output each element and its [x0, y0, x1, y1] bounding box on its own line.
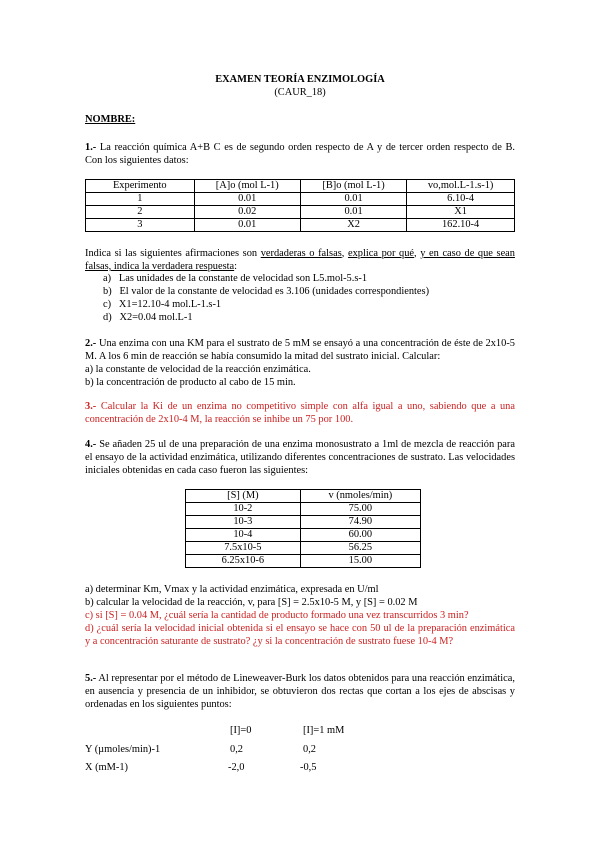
instruction-separator: , — [341, 248, 348, 259]
q1-statement — [85, 141, 515, 167]
table-header: Experimento — [86, 180, 195, 193]
table-cell: 162.10-4 — [407, 219, 515, 232]
table-header: v (nmoles/min) — [300, 490, 420, 503]
q5-row-y-value-2: 0,2 — [303, 744, 316, 755]
q5-row-y-label: Y (µmoles/min)-1 — [85, 744, 161, 755]
q2-part-b: b) la concentración de producto al cabo de 15 min. — [85, 377, 296, 388]
item-letter: b) — [103, 286, 112, 297]
q2-part-a: a) la constante de velocidad de la reacción enzimática. — [85, 364, 311, 375]
item-text: X1=12.10-4 mol.L-1.s-1 — [118, 299, 222, 310]
item-text: Las unidades de la constante de velocidad son L5.mol-5.s-1 — [118, 273, 368, 284]
table-cell: 0.02 — [194, 206, 300, 219]
q5-col-inhibitor: [I]=1 mM — [303, 725, 345, 736]
table-header-row — [186, 490, 421, 503]
table-cell: 10-3 — [186, 516, 301, 529]
q4-text: Se añaden 25 ul de una preparación de una enzima monosustrato a 1ml de mezcla de reacción para el ensayo de la actividad enzimática, utilizando diferentes concentraciones de sustrato. Las velocidades iniciales obtenidas en cada caso fueron las siguientes: — [85, 439, 515, 476]
item-text: X2=0.04 mol.L-1 — [119, 312, 193, 323]
q3-statement — [85, 400, 515, 426]
table-cell: 15.00 — [300, 555, 420, 568]
table-cell: 10-4 — [186, 529, 301, 542]
q5-row-x-value-2: -0,5 — [300, 762, 317, 773]
table-row — [186, 529, 421, 542]
q4-part-d: d) ¿cuál sería la velocidad inicial obtenida si el ensayo se hace con 50 ul de la preparación enzimática y a concentración saturante de sustrato? ¿y si la concentración de sustrato fuese 10-4 M? — [85, 623, 515, 647]
q1-text: La reacción química A+B C es de segundo orden respecto de A y de tercer orden respecto de B. Con los siguientes datos: — [85, 142, 515, 166]
q1-number: 1.- — [85, 142, 97, 153]
instruction-separator: , — [414, 248, 421, 259]
table-cell: 10-2 — [186, 503, 301, 516]
table-cell: 75.00 — [300, 503, 420, 516]
table-cell: X1 — [407, 206, 515, 219]
table-cell: 0.01 — [300, 206, 406, 219]
table-cell: 2 — [86, 206, 195, 219]
list-item — [103, 311, 193, 324]
q1-data-table — [85, 179, 515, 232]
table-header: [B]o (mol L-1) — [300, 180, 406, 193]
table-cell: 0.01 — [194, 193, 300, 206]
q4-data-table — [185, 489, 421, 568]
q5-row-x-value-1: -2,0 — [228, 762, 245, 773]
item-letter: d) — [103, 312, 112, 323]
item-letter: c) — [103, 299, 112, 310]
q2-number: 2.- — [85, 338, 97, 349]
instruction-text: Indica si las siguientes afirmaciones son — [85, 248, 261, 259]
table-cell: 56.25 — [300, 542, 420, 555]
q4-number: 4.- — [85, 439, 97, 450]
exam-code: (CAUR_18) — [274, 87, 326, 98]
instruction-underlined: y en caso de que sean falsas, indica la verdadera respuesta — [85, 248, 515, 272]
table-cell: 60.00 — [300, 529, 420, 542]
q5-col-no-inhibitor: [I]=0 — [230, 725, 252, 736]
instruction-end: : — [234, 261, 238, 272]
exam-title: EXAMEN TEORÍA ENZIMOLOGÍA — [215, 74, 385, 85]
table-header: vo,mol.L-1.s-1) — [407, 180, 515, 193]
table-header: [S] (M) — [186, 490, 301, 503]
instruction-underlined: explica por qué — [347, 248, 415, 259]
q5-number: 5.- — [85, 673, 97, 684]
table-cell: 6.25x10-6 — [186, 555, 301, 568]
q4-statement — [85, 438, 515, 477]
table-header: [A]o (mol L-1) — [194, 180, 300, 193]
table-row — [86, 219, 515, 232]
q5-text: Al representar por el método de Lineweaver-Burk los datos obtenidos para una reacción enzimática, en ausencia y presencia de un inhibidor, se obtuvieron dos rectas que cortan a los ejes de abscisas y ordenadas en los siguientes puntos: — [85, 673, 515, 710]
q3-number: 3.- — [85, 401, 97, 412]
table-cell: X2 — [300, 219, 406, 232]
q1-instruction — [85, 247, 515, 273]
table-cell: 0.01 — [194, 219, 300, 232]
name-label: NOMBRE: — [85, 114, 136, 125]
table-row — [186, 516, 421, 529]
list-item — [103, 285, 429, 298]
list-item — [103, 298, 221, 311]
table-cell: 6.10-4 — [407, 193, 515, 206]
table-row — [186, 555, 421, 568]
item-text: El valor de la constante de velocidad es 3.106 (unidades correspondientes) — [119, 286, 430, 297]
table-row — [86, 193, 515, 206]
item-letter: a) — [103, 273, 112, 284]
q3-text: Calcular la Ki de un enzima no competitivo simple con alfa igual a uno, sabiendo que a una concentración de 2x10-4 M, la reacción se inhibe un 75 por 100. — [85, 401, 515, 425]
table-cell: 7.5x10-5 — [186, 542, 301, 555]
q2-statement — [85, 337, 515, 363]
q2-text: Una enzima con una KM para el sustrato de 5 mM se ensayó a una concentración de éste de 2x10-5 M. A los 6 min de reacción se había consumido la mitad del sustrato inicial. Calcular: — [85, 338, 515, 362]
table-row — [186, 503, 421, 516]
table-header-row — [86, 180, 515, 193]
q4-part-a: a) determinar Km, Vmax y la actividad enzimática, expresada en U/ml — [85, 584, 379, 595]
q4-part-b: b) calcular la velocidad de la reacción, v, para [S] = 2.5x10-5 M, y [S] = 0.02 M — [85, 597, 418, 608]
table-row — [186, 542, 421, 555]
table-row — [86, 206, 515, 219]
q4-part-c: c) si [S] = 0.04 M, ¿cuál sería la cantidad de producto formado una vez transcurridos 3 min? — [85, 610, 469, 621]
q5-row-x-label: X (mM-1) — [85, 762, 128, 773]
q5-statement — [85, 672, 515, 711]
table-cell: 1 — [86, 193, 195, 206]
instruction-underlined: verdaderas o falsas — [260, 248, 342, 259]
table-cell: 74.90 — [300, 516, 420, 529]
table-cell: 3 — [86, 219, 195, 232]
table-cell: 0.01 — [300, 193, 406, 206]
q5-row-y-value-1: 0,2 — [230, 744, 243, 755]
list-item — [103, 272, 367, 285]
